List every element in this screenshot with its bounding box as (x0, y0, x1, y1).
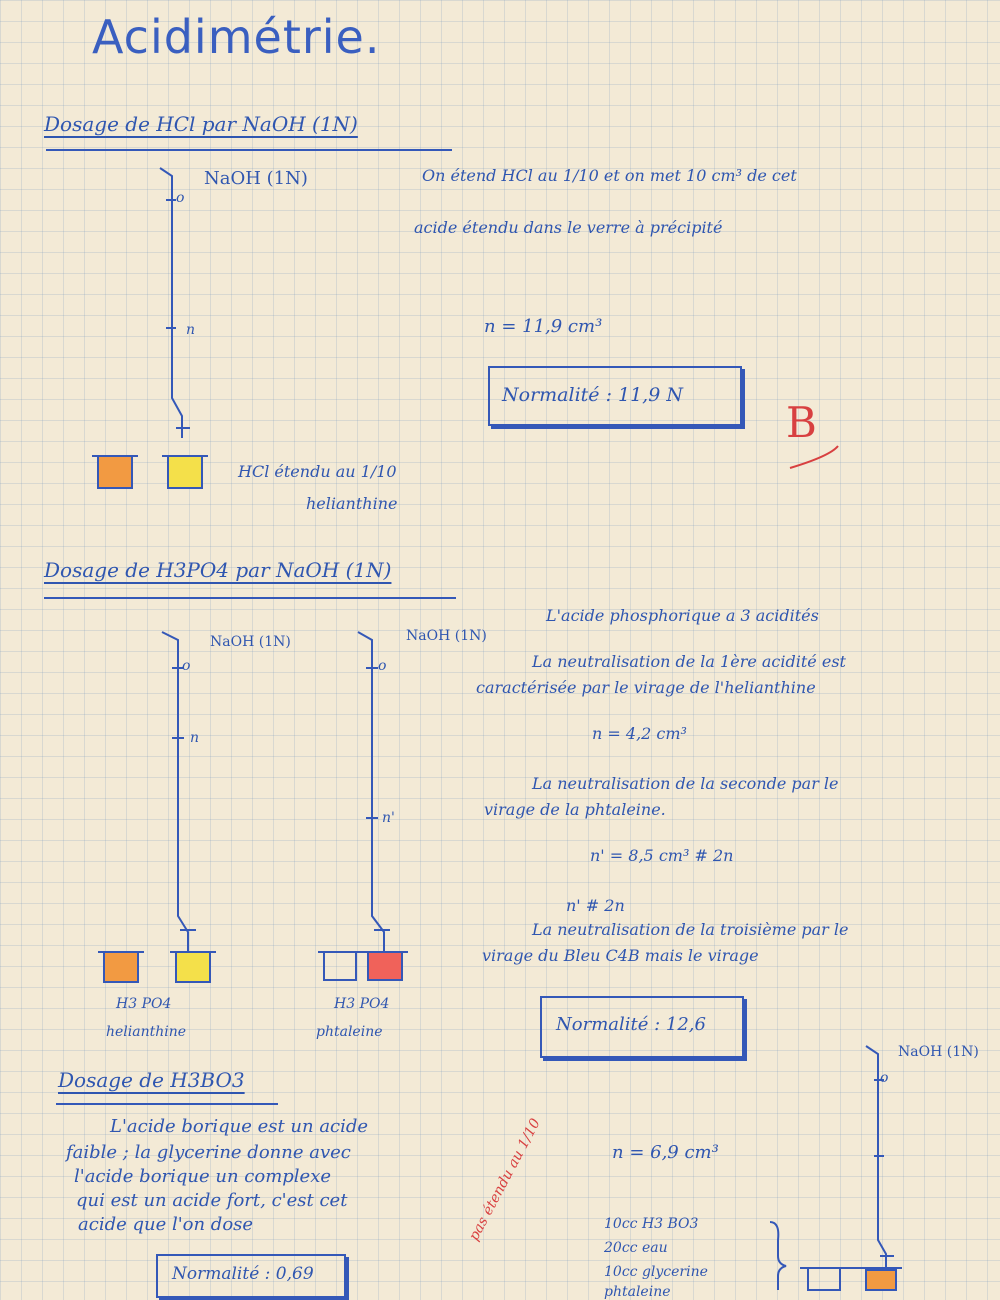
measurement: n' # 2n (566, 896, 625, 915)
section-heading-hcl: Dosage de HCl par NaOH (1N) (44, 112, 358, 136)
text-line: acide étendu dans le verre à précipité (414, 218, 723, 237)
beaker-label: helianthine (306, 494, 398, 513)
beaker-label: H3 PO4 (334, 996, 390, 1012)
text-line: L'acide phosphorique a 3 acidités (546, 606, 819, 625)
text-line: caractérisée par le virage de l'helianthine (476, 678, 816, 697)
section-heading-h3bo3: Dosage de H3BO3 (58, 1068, 245, 1092)
burette-mark-n2: n' (382, 810, 395, 826)
text-line: On étend HCl au 1/10 et on met 10 cm³ de cet (422, 166, 797, 185)
page-title: Acidimétrie. (92, 10, 381, 64)
recipe-brace (770, 1222, 786, 1290)
burette-mark-zero: o (880, 1070, 889, 1086)
grade-mark: B (786, 398, 817, 447)
correction-note: pas étendu au 1/10 (466, 1116, 544, 1244)
text-line: l'acide borique un complexe (74, 1166, 332, 1187)
burette-mark-n: n (190, 730, 200, 746)
burette-mark-zero: o (378, 658, 387, 674)
beakers-h3bo3 (800, 1268, 902, 1290)
beaker-label: HCl étendu au 1/10 (238, 462, 397, 481)
text-line: La neutralisation de la seconde par le (532, 774, 839, 793)
result-label-hcl: Normalité : 11,9 N (502, 384, 683, 406)
burette-label-h3po4-2: NaOH (1N) (406, 628, 487, 644)
burette-label-h3po4-1: NaOH (1N) (210, 634, 291, 650)
recipe-line: phtaleine (604, 1284, 671, 1300)
beaker-label: helianthine (106, 1024, 187, 1040)
text-line: L'acide borique est un acide (110, 1116, 369, 1137)
burette-hcl (160, 168, 190, 438)
recipe-line: 20cc eau (604, 1240, 668, 1256)
text-line: La neutralisation de la 1ère acidité est (532, 652, 846, 671)
recipe-line: 10cc glycerine (604, 1264, 708, 1280)
measurement: n = 4,2 cm³ (592, 724, 687, 743)
text-line: La neutralisation de la troisième par le (532, 920, 849, 939)
burette-label-h3bo3: NaOH (1N) (898, 1044, 979, 1060)
measurement: n = 6,9 cm³ (612, 1142, 719, 1163)
beaker-label: phtaleine (316, 1024, 383, 1040)
result-label-h3po4: Normalité : 12,6 (556, 1014, 706, 1035)
burette-h3po4-2 (358, 632, 390, 952)
burette-h3po4-1 (162, 632, 196, 952)
text-line: virage de la phtaleine. (484, 800, 666, 819)
text-line: qui est un acide fort, c'est cet (76, 1190, 348, 1211)
grade-tick (790, 446, 838, 468)
result-label-h3bo3: Normalité : 0,69 (172, 1264, 314, 1284)
beakers-h3po4 (98, 952, 408, 982)
section-heading-h3po4: Dosage de H3PO4 par NaOH (1N) (44, 558, 392, 582)
measurement: n' = 8,5 cm³ # 2n (590, 846, 734, 865)
measurement: n = 11,9 cm³ (484, 316, 603, 337)
burette-mark-n: n (186, 322, 196, 338)
text-line: faible ; la glycerine donne avec (66, 1142, 351, 1163)
recipe-line: 10cc H3 BO3 (604, 1216, 699, 1232)
beaker-label: H3 PO4 (116, 996, 172, 1012)
burette-label-hcl: NaOH (1N) (204, 168, 308, 189)
beakers-hcl (92, 456, 208, 488)
text-line: acide que l'on dose (78, 1214, 254, 1235)
burette-mark-zero: o (176, 190, 185, 206)
burette-mark-zero: o (182, 658, 191, 674)
text-line: virage du Bleu C4B mais le virage (482, 946, 759, 965)
